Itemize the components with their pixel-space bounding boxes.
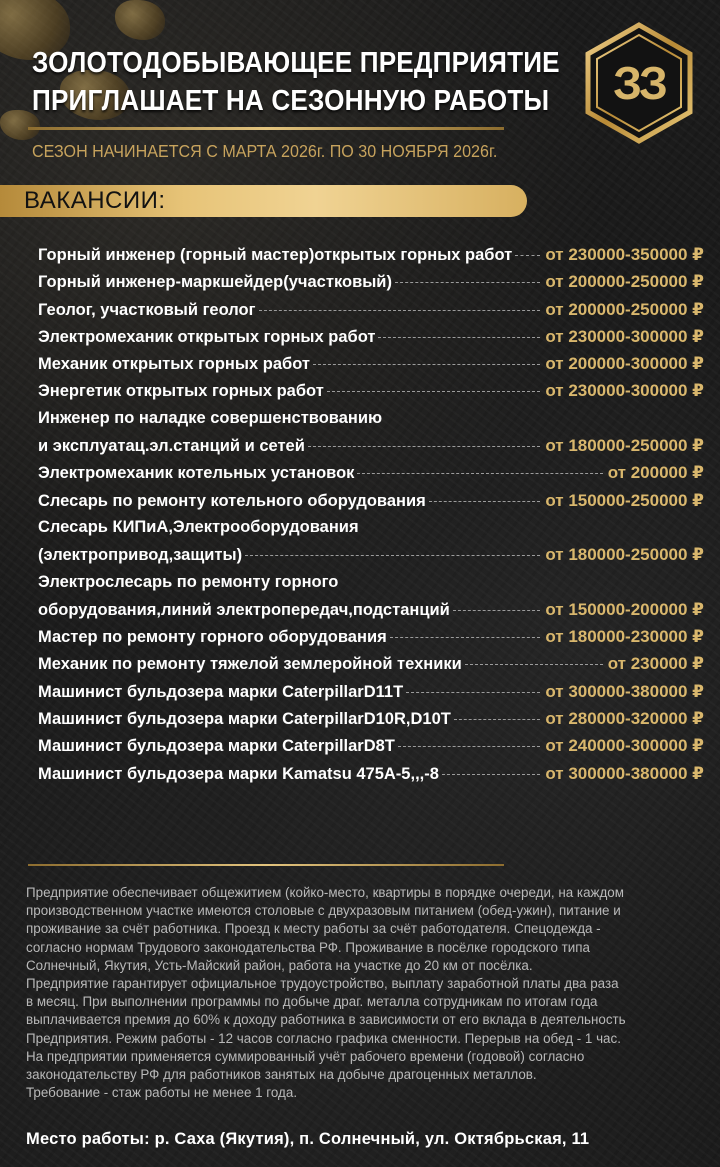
conditions-line: в месяц. При выполнении программы по добыче драг. металла сотрудникам по итогам года xyxy=(26,994,598,1010)
vacancy-salary: от 230000-300000 ₽ xyxy=(545,381,704,401)
dot-leader xyxy=(357,473,602,474)
vacancy-row xyxy=(38,764,704,791)
vacancy-salary: от 300000-380000 ₽ xyxy=(545,681,704,701)
vacancy-row xyxy=(38,327,704,354)
vacancy-salary: от 150000-250000 ₽ xyxy=(545,490,704,510)
vacancy-title: и эксплуатац.эл.станций и сетей xyxy=(38,437,305,456)
divider xyxy=(28,127,504,130)
conditions-line: Предприятия. Режим работы - 12 часов согласно графика сменности. Перерыв на обед - 1 час. xyxy=(26,1030,621,1046)
vacancy-salary: от 150000-200000 ₽ xyxy=(545,599,704,619)
title-line-2: ПРИГЛАШАЕТ НА СЕЗОННУЮ РАБОТЫ xyxy=(32,85,550,117)
vacancy-title: Горный инженер-маркшейдер(участковый) xyxy=(38,273,392,292)
vacancies-banner xyxy=(0,185,527,217)
vacancy-row xyxy=(38,545,704,572)
dot-leader xyxy=(398,746,540,747)
vacancy-title: оборудования,линий электропередач,подстанций xyxy=(38,600,450,619)
vacancy-salary: от 240000-300000 ₽ xyxy=(545,736,704,756)
vacancy-title: Инженер по наладке совершенствованию xyxy=(38,408,383,427)
dot-leader xyxy=(429,501,541,502)
vacancy-row xyxy=(38,736,704,763)
title-line-1: ЗОЛОТОДОБЫВАЮЩЕЕ ПРЕДПРИЯТИЕ xyxy=(32,47,560,79)
dot-leader xyxy=(313,364,540,365)
vacancy-title: Мастер по ремонту горного оборудования xyxy=(38,628,387,647)
vacancy-salary: от 200000-250000 ₽ xyxy=(545,272,704,292)
vacancy-row xyxy=(38,518,704,545)
conditions-line: проживание за счёт работника. Проезд к месту работы за счёт работодателя. Спецодежда - xyxy=(26,921,601,937)
vacancy-title: Горный инженер (горный мастер)открытых горных работ xyxy=(38,246,513,264)
dot-leader xyxy=(390,637,541,638)
vacancy-row xyxy=(38,463,704,490)
dot-leader xyxy=(442,774,540,775)
conditions-line: Предприятие гарантирует официальное трудоустройство, выплату заработной платы два раза xyxy=(26,976,619,992)
vacancy-title: Механик по ремонту тяжелой землеройной техники xyxy=(38,655,462,674)
dot-leader xyxy=(308,446,540,447)
vacancy-title: Электрослесарь по ремонту горного xyxy=(38,572,339,591)
vacancy-salary: от 230000-350000 ₽ xyxy=(545,245,704,264)
dot-leader xyxy=(406,692,540,693)
vacancy-title: Электромеханик открытых горных работ xyxy=(38,327,376,346)
vacancy-row xyxy=(38,300,704,327)
dot-leader xyxy=(454,719,540,720)
vacancy-row xyxy=(38,491,704,518)
vacancy-row xyxy=(38,682,704,709)
dot-leader xyxy=(515,255,540,256)
vacancy-title: Машинист бульдозера марки CaterpillarD10R,D10T xyxy=(38,710,451,729)
vacancy-title: Машинист бульдозера марки CaterpillarD11T xyxy=(38,682,404,701)
vacancy-salary: от 280000-320000 ₽ xyxy=(545,709,704,729)
dot-leader xyxy=(245,555,540,556)
workplace-address: Место работы: р. Саха (Якутия), п. Солнечный, ул. Октябрьская, 11 xyxy=(26,1130,590,1148)
vacancy-title: Энергетик открытых горных работ xyxy=(38,382,324,401)
conditions-line: Солнечный, Якутия, Усть-Майский район, работа на участке до 20 км от посёлка. xyxy=(26,957,533,973)
vacancy-title: Электромеханик котельных установок xyxy=(38,464,355,483)
vacancy-salary: от 200000 ₽ xyxy=(607,463,704,483)
gold-nugget-decoration xyxy=(115,0,165,40)
vacancy-row xyxy=(38,600,704,627)
conditions-line: На предприятии применяется суммированный учёт рабочего времени (годовой) согласно xyxy=(26,1048,585,1064)
vacancy-row xyxy=(38,573,704,600)
vacancy-title: Механик открытых горных работ xyxy=(38,355,310,374)
vacancy-row xyxy=(38,245,704,272)
conditions-line: выплачивается премия до 60% к доходу работника в зависимости от его вклада в деятельность xyxy=(26,1012,626,1028)
vacancy-title: Машинист бульдозера марки CaterpillarD8T xyxy=(38,737,395,756)
dot-leader xyxy=(327,391,541,392)
poster-title xyxy=(32,44,560,120)
vacancy-title: Слесарь КИПиА,Электрооборудования xyxy=(38,517,359,536)
dot-leader xyxy=(465,664,603,665)
vacancy-row xyxy=(38,354,704,381)
vacancy-row xyxy=(38,272,704,299)
conditions-line: согласно нормам Трудового законодательства РФ. Проживание в посёлке городского типа xyxy=(26,939,590,955)
dot-leader xyxy=(259,310,541,311)
divider xyxy=(28,864,504,866)
vacancy-title: Геолог, участковый геолог xyxy=(38,300,256,319)
vacancy-row xyxy=(38,436,704,463)
company-logo xyxy=(584,22,694,144)
vacancy-row xyxy=(38,627,704,654)
vacancy-salary: от 300000-380000 ₽ xyxy=(545,763,704,783)
vacancy-list xyxy=(38,245,704,791)
vacancy-salary: от 200000-250000 ₽ xyxy=(545,299,704,319)
season-dates: СЕЗОН НАЧИНАЕТСЯ С МАРТА 2026г. ПО 30 НОЯБРЯ 2026г. xyxy=(32,141,498,161)
vacancy-title: Машинист бульдозера марки Kamatsu 475A-5,,,-8 xyxy=(38,764,439,783)
conditions-line: Требование - стаж работы не менее 1 года. xyxy=(26,1085,298,1101)
vacancy-salary: от 200000-300000 ₽ xyxy=(545,354,704,374)
conditions-line: Предприятие обеспечивает общежитием (койко-место, квартиры в порядке очереди, на каждом xyxy=(26,885,624,900)
vacancy-title: Слесарь по ремонту котельного оборудования xyxy=(38,491,426,510)
vacancy-row xyxy=(38,654,704,681)
dot-leader xyxy=(453,610,541,611)
conditions-text xyxy=(26,884,706,1102)
vacancy-salary: от 230000-300000 ₽ xyxy=(545,326,704,346)
logo-monogram: ЗЗ xyxy=(613,57,665,109)
dot-leader xyxy=(395,282,540,283)
vacancy-row xyxy=(38,709,704,736)
vacancy-salary: от 230000 ₽ xyxy=(607,654,704,674)
vacancy-title: (электропривод,защиты) xyxy=(38,546,243,565)
vacancy-row xyxy=(38,381,704,408)
vacancy-row xyxy=(38,409,704,436)
vacancy-salary: от 180000-250000 ₽ xyxy=(545,436,704,456)
vacancies-label: ВАКАНСИИ: xyxy=(24,187,166,214)
conditions-line: производственном участке имеются столовые с двухразовым питанием (обед-ужин), питание и xyxy=(26,903,621,919)
conditions-line: законодательству РФ для работников занятых на добыче драгоценных металлов. xyxy=(26,1067,537,1083)
dot-leader xyxy=(378,337,540,338)
vacancy-salary: от 180000-230000 ₽ xyxy=(545,627,704,647)
vacancy-salary: от 180000-250000 ₽ xyxy=(545,545,704,565)
